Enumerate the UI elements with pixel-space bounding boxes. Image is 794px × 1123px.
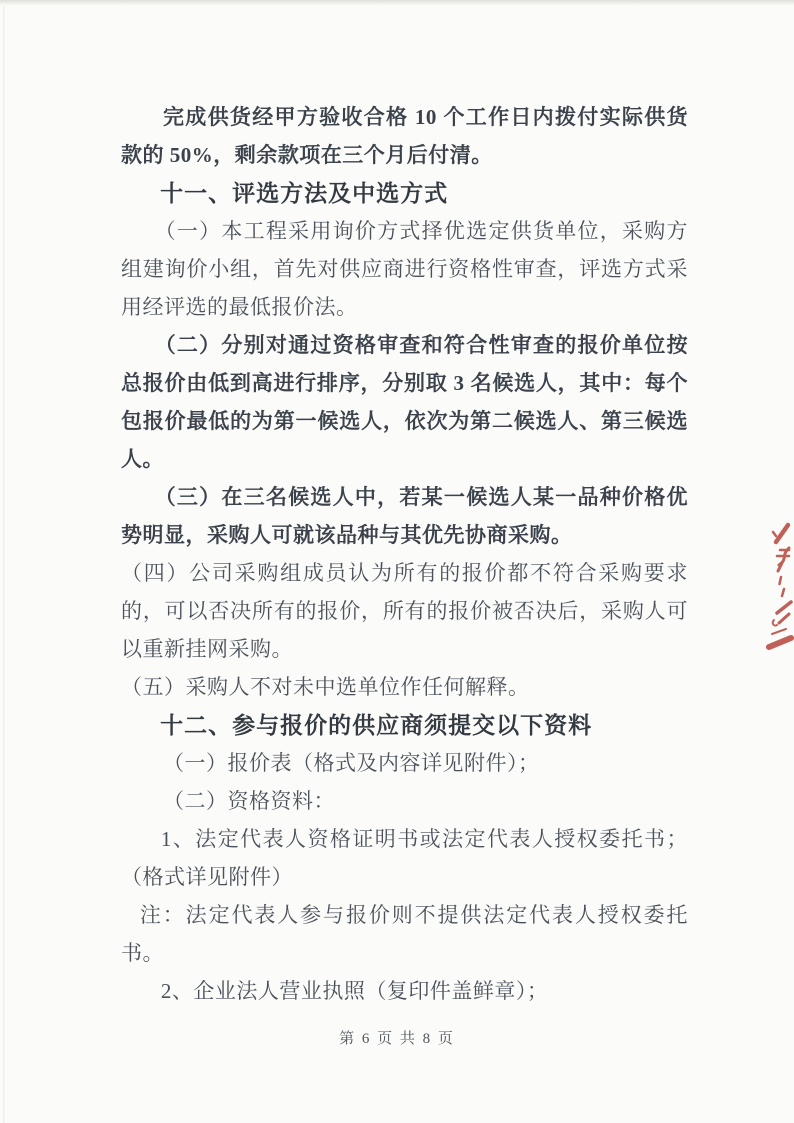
paragraph-item-5-no-explain: （五）采购人不对未中选单位作任何解释。 [121,675,530,699]
paragraph-payment-terms: 完成供货经甲方验收合格 10 个工作日内拨付实际供货款的 50%，剩余款项在三个月后付清。 [121,105,688,167]
paragraph-item-2-ranking: （二）分别对通过资格审查和符合性审查的报价单位按总报价由低到高进行排序，分别取 3 名候选人，其中：每个包报价最低的为第一候选人，依次为第二候选人、第三候选人。 [121,333,688,471]
paragraph-quote-form: （一）报价表（格式及内容详见附件）； [163,751,540,775]
section-heading-11-selection: 十一、评选方法及中选方式 [160,180,449,206]
page-number: 第 6 页 共 8 页 [339,1031,455,1047]
paragraph-business-license: 2、企业法人营业执照（复印件盖鲜章）； [160,979,549,1003]
paragraph-legal-rep-cert: 1、法定代表人资格证明书或法定代表人授权委托书；（格式详见附件） [121,827,688,889]
paragraph-qualification-docs: （二）资格资料： [163,789,335,813]
paragraph-note-legal-rep: 注：法定代表人参与报价则不提供法定代表人授权委托书。 [121,903,688,965]
scan-edge-left [3,6,5,1123]
red-seal-fragment-icon [764,516,794,658]
paragraph-item-4-rejection: （四）公司采购组成员认为所有的报价都不符合采购要求的，可以否决所有的报价，所有的报价被否决后，采购人可以重新挂网采购。 [121,561,688,661]
paragraph-item-3-negotiation: （三）在三名候选人中，若某一候选人某一品种价格优势明显，采购人可就该品种与其优先协商采购。 [121,485,688,547]
scan-edge-top [0,0,794,6]
document-body [121,98,688,1010]
section-heading-12-materials: 十二、参与报价的供应商须提交以下资料 [160,712,593,738]
paragraph-item-1-inquiry: （一）本工程采用询价方式择优选定供货单位，采购方组建询价小组，首先对供应商进行资格性审查，评选方式采用经评选的最低报价法。 [121,219,688,319]
